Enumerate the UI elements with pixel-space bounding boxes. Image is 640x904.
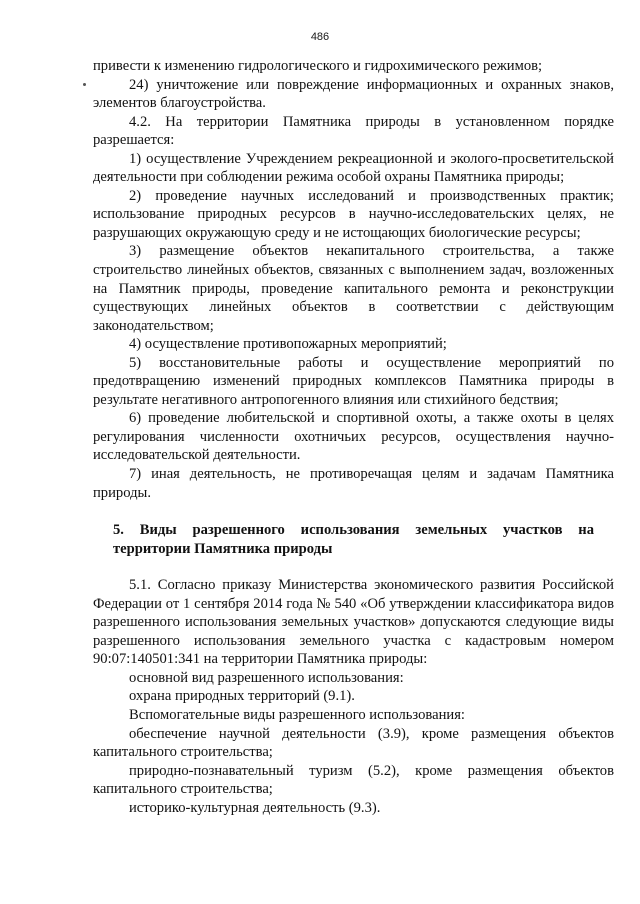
paragraph-aux-use-3: историко-культурная деятельность (9.3).	[129, 799, 381, 816]
paragraph-item-24: 24) уничтожение или повреждение информационных и охранных знаков, элементов благоустройства.	[93, 76, 614, 112]
paragraph-main-use-value: охрана природных территорий (9.1).	[129, 688, 355, 705]
paragraph-item-7: 7) иная деятельность, не противоречащая целям и задачам Памятника природы.	[93, 466, 614, 501]
section-heading: 5. Виды разрешенного использования земельных участков на территории Памятника природы	[113, 522, 594, 557]
paragraph-aux-use-1: обеспечение научной деятельности (3.9), кроме размещения объектов капитального строительства;	[93, 725, 614, 761]
paragraph-aux-use-label: Вспомогательные виды разрешенного использования:	[129, 706, 465, 723]
paragraph-item-6: 6) проведение любительской и спортивной охоты, а также охоты в целях регулирования численности охотничьих ресурсов, осуществления научно-исследовательской деятельности.	[93, 410, 614, 464]
paragraph-main-use-label: основной вид разрешенного использования:	[129, 669, 404, 686]
scan-mark	[83, 83, 86, 86]
page-number: 486	[310, 31, 330, 43]
paragraph-item-2: 2) проведение научных исследований и производственных практик; использование природных ресурсов в научно-исследовательских целях, не разрушающих окружающую среду и не истощающих биологические ресурсы;	[93, 187, 614, 241]
paragraph-aux-use-2: природно-познавательный туризм (5.2), кроме размещения объектов капитального строительства;	[93, 762, 614, 798]
paragraph-item-1: 1) осуществление Учреждением рекреационной и эколого-просветительской деятельности при соблюдении режима особой охраны Памятника природы;	[93, 150, 614, 186]
paragraph-4-2: 4.2. На территории Памятника природы в установленном порядке разрешается:	[93, 113, 614, 149]
document-body	[93, 57, 614, 817]
paragraph-item-3: 3) размещение объектов некапитального строительства, а также строительство линейных объектов, связанных с выполнением задач, возложенных на Памятник природы, проведение капитального ремонта и реконструкции существующих линейных объектов в соответствии с действующим законодательством;	[93, 243, 614, 334]
paragraph-continuation: привести к изменению гидрологического и гидрохимического режимов;	[93, 58, 543, 74]
paragraph-item-4: 4) осуществление противопожарных мероприятий;	[129, 336, 447, 353]
paragraph-5-1: 5.1. Согласно приказу Министерства экономического развития Российской Федерации от 1 сентября 2014 года № 540 «Об утверждении классификатора видов разрешенного использования земельных участков» допускаются следующие виды разрешенного использования земельного участка с кадастровым номером 90:07:140501:341 на территории Памятника природы:	[93, 577, 614, 668]
paragraph-item-5: 5) восстановительные работы и осуществление мероприятий по предотвращению изменений природных комплексов Памятника природы в результате негативного антропогенного влияния или стихийного бедствия;	[93, 354, 614, 408]
